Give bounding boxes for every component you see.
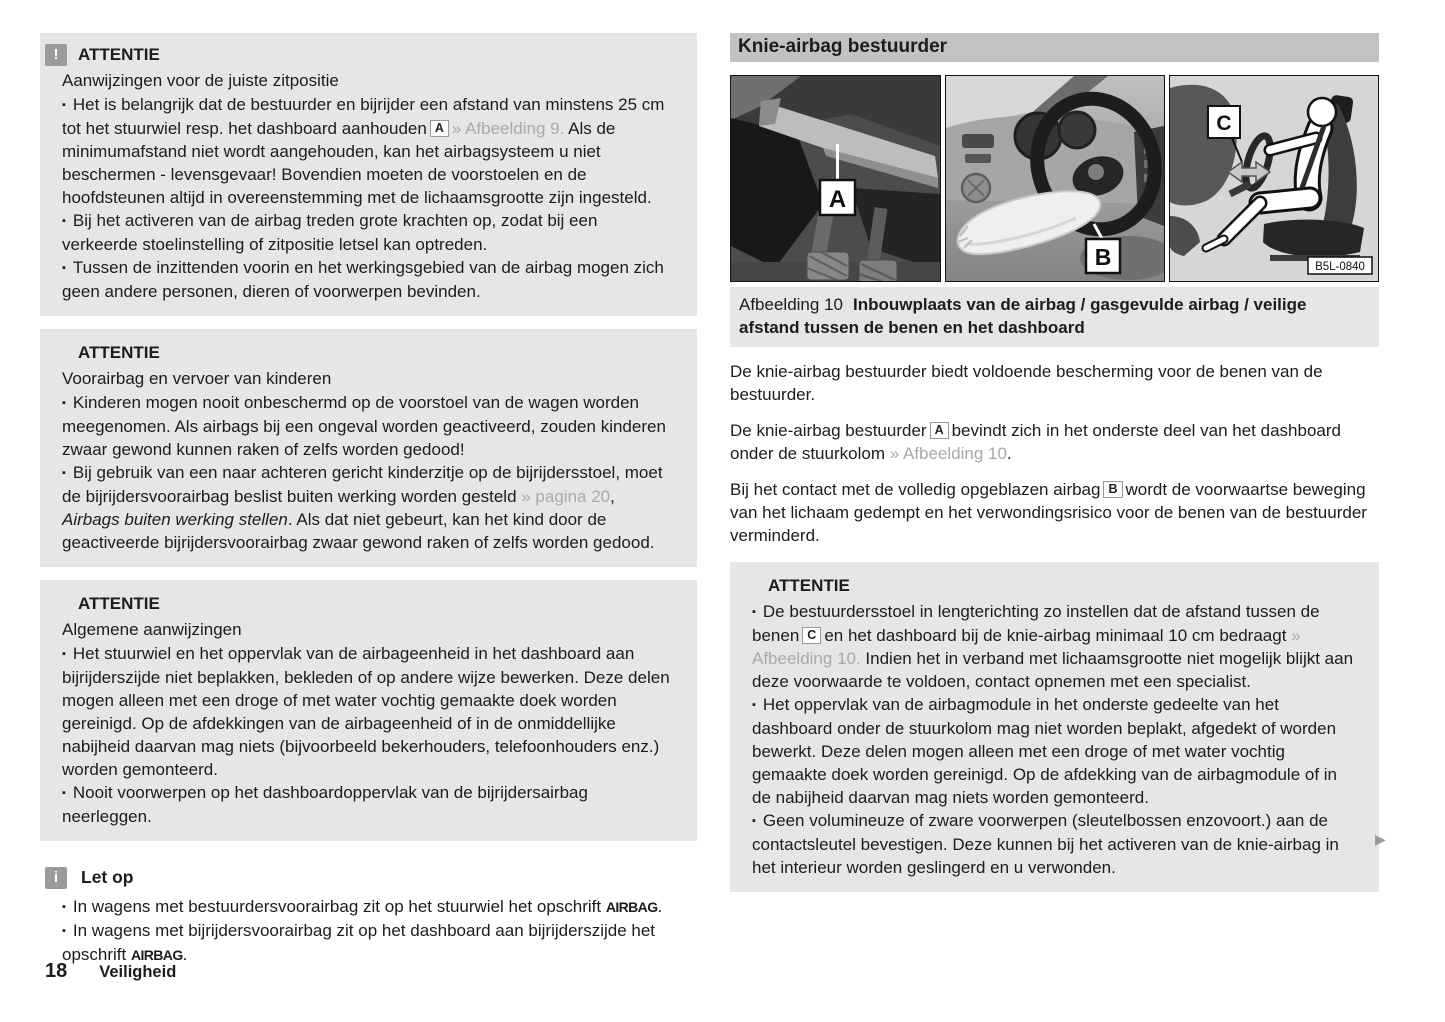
text-segment: Tussen de inzittenden voorin en het werkingsgebied van de airbag mogen zich geen andere personen, dieren of voorwerpen bevinden. [62,258,664,301]
text-segment: In wagens met bestuurdersvoorairbag zit op het stuurwiel het opschrift [72,897,606,916]
right-column [730,33,1379,967]
warning-box-title: ATTENTIE [78,343,160,362]
list-item [62,895,677,919]
section-heading: Knie-airbag bestuurder [730,33,1379,62]
figure-label-b: B [1094,244,1112,270]
text-segment: Het is belangrijk dat de bestuurder en bijrijder een afstand van minstens 25 cm tot het stuurwiel resp. het dashboard aanhouden [62,95,665,138]
figure-caption [730,287,1379,347]
list-item [752,809,1359,879]
bullet-icon: ▪ [62,215,66,227]
inline-reference-box: A [430,120,449,137]
list-item [752,693,1359,809]
inline-reference-box: A [930,422,949,439]
bullet-icon: ▪ [752,699,756,711]
cross-reference: » Afbeelding 10 [889,444,1007,463]
text-segment: Bij het activeren van de airbag treden grote krachten op, zodat bij een verkeerde stoelinstelling of zitpositie letsel kan optreden. [62,211,598,254]
text-segment: Nooit voorwerpen op het dashboardoppervlak van de bijrijdersairbag neerleggen. [62,783,588,826]
warning-box-title: ATTENTIE [78,594,160,613]
page-number: 18 [45,960,68,982]
list-item-text [62,783,588,826]
text-segment: Kinderen mogen nooit onbeschermd op de voorstoel van de wagen worden meegenomen. Als airbags bij een ongeval worden geactiveerd, zouden kinderen zwaar gewond kunnen raken of zelfs worden gedood! [62,393,666,459]
list-item-text [62,258,664,301]
list-item [62,642,677,781]
text-segment: Het stuurwiel en het oppervlak van de airbageenheid in het dashboard aan bijrijderszijde niet beplakken, bekleden of op andere wijze bewerken. Deze delen mogen alleen met een droge of met water vochtig gemaakte doek worden gereinigd. Op de afdekkingen van de airbageenheid of in de onmiddellijke nabijheid daarvan mag niets (bijvoorbeeld bekerhouders, telefoonhouders enz.) worden gemonteerd. [62,644,670,779]
text-segment: Bij gebruik van een naar achteren gericht kinderzitje op de bijrijdersstoel, moet de bijrijdersvoorairbag beslist buiten werking worden gesteld [62,463,663,506]
warning-box-title: ATTENTIE [78,45,160,64]
list-item [62,781,677,828]
bullet-icon: ▪ [62,99,66,111]
text-segment: In wagens met bijrijdersvoorairbag zit op het dashboard aan bijrijderszijde het opschrift [62,921,656,964]
bullet-icon: ▪ [62,925,66,937]
cross-reference: » pagina 20 [521,487,611,506]
bullet-icon: ▪ [62,467,66,479]
list-item-text [73,897,662,916]
text-segment: AIRBAG [130,947,183,963]
warning-box-subtitle: Aanwijzingen voor de juiste zitpositie [62,71,339,90]
text-segment: Als de minimumafstand niet wordt aangehouden, kan het airbagsysteem u niet beschermen - levensgevaar! Bovendien moeten de voorstoelen en de hoofdsteunen altijd in overeenstemming met de lichaamsgrootte zijn ingesteld. [62,119,652,207]
text-segment: . [182,945,188,964]
figure-code: B5L-0840 [1315,261,1365,273]
bullet-icon: ▪ [752,815,756,827]
inline-reference-box: C [802,627,821,644]
list-item [752,600,1359,693]
text-segment: Bij het contact met de volledig opgeblazen airbag [730,480,1101,499]
list-item-text [752,695,1337,807]
text-segment: bevindt zich in het onderste deel van het dashboard onder de stuurkolom [730,421,1341,463]
list-item-text [62,393,666,459]
warning-box-header [45,43,677,66]
list-item [62,256,677,303]
seating-position-diagram [1170,76,1379,281]
text-segment: en het dashboard bij de knie-airbag minimaal 10 cm bedraagt [824,626,1292,645]
paragraph [730,419,1379,465]
figure-panel-inflated-airbag [945,75,1165,282]
bullet-icon: ▪ [752,606,756,618]
warning-icon: ! [45,44,67,66]
paragraph [730,478,1379,547]
text-segment: wordt de voorwaartse beweging van het lichaam gedempt en het verwondingsrisico voor de benen van de bestuurder verminderd. [730,480,1367,545]
cross-reference: » Afbeelding 10. [752,626,1301,668]
list-item [62,391,677,461]
section-name: Veiligheid [99,963,177,981]
list-item-text [752,602,1353,691]
figure-10 [730,75,1379,282]
text-segment: Het oppervlak van de airbagmodule in het onderste gedeelte van het dashboard onder de stuurkolom mag niet worden beplakt, afgedekt of worden bewerkt. Deze delen mogen alleen met een droge of met water vochtig gemaakte doek worden gereinigd. Op de afdekking van de airbagmodule of in de nabijheid daarvan mag niets worden gemonteerd. [752,695,1337,807]
warning-box-subtitle: Voorairbag en vervoer van kinderen [62,369,332,388]
note-header [45,866,677,889]
text-segment: . [1006,444,1012,463]
bullet-icon: ▪ [62,397,66,409]
list-item [62,461,677,554]
figure-caption-number: Afbeelding 10 [739,295,843,314]
continue-arrow-icon: ▶ [1375,831,1386,847]
text-segment: Geen volumineuze of zware voorwerpen (sleutelbossen enzovoort.) aan de contactsleutel bevestigen. Deze kunnen bij het activeren van de knie-airbag in het interieur worden geslingerd en u verwonden. [752,811,1339,877]
warning-box-subtitle: Algemene aanwijzingen [62,620,242,639]
figure-label-c: C [1216,112,1232,135]
text-segment: . [657,897,663,916]
bullet-icon: ▪ [62,648,66,660]
inflated-airbag-photo [946,76,1164,281]
text-segment: De knie-airbag bestuurder biedt voldoende bescherming voor de benen van de bestuurder. [730,362,1323,404]
text-segment: Indien het in verband met lichaamsgrootte niet mogelijk blijkt aan deze voorwaarde te voldoen, contact opnemen met een specialist. [752,649,1354,691]
figure-caption-title: Inbouwplaats van de airbag / gasgevulde airbag / veilige afstand tussen de benen en het dashboard [739,295,1307,337]
text-segment: De knie-airbag bestuurder [730,421,927,440]
bullet-icon: ▪ [62,901,66,913]
text-segment: De bestuurdersstoel in lengterichting zo instellen dat de afstand tussen de benen [752,602,1320,645]
warning-box-title: ATTENTIE [768,576,850,595]
figure-panel-seating-position [1169,75,1379,282]
warning-box-general-instructions [40,580,697,841]
note-section [40,860,697,967]
page-footer [45,960,176,983]
bullet-icon: ▪ [62,787,66,799]
note-title: Let op [81,867,134,887]
text-segment: . Als dat niet gebeurt, kan het kind door de geactiveerde bijrijdersvoorairbag zwaar gewond raken of zelfs worden gedood. [62,510,655,552]
list-item-text [62,211,597,254]
text-segment: Airbags buiten werking stellen [62,510,288,529]
knee-airbag-location-photo [731,76,940,281]
list-item-text [62,95,664,207]
list-item [62,209,677,256]
info-icon: i [45,867,67,889]
inline-reference-box: B [1103,481,1122,498]
list-item-text [752,811,1339,877]
paragraph [730,360,1379,406]
figure-label-a: A [828,186,847,213]
list-item-text [62,921,655,964]
cross-reference: » Afbeelding 9. [451,119,565,138]
text-segment: , [610,487,615,506]
list-item-text [62,463,663,552]
warning-box-seating-position [40,33,697,316]
text-segment: AIRBAG [605,899,658,915]
warning-box-knee-airbag [730,562,1379,892]
warning-box-children-transport [40,329,697,567]
list-item [62,93,677,209]
list-item-text [62,644,670,779]
left-column [40,33,697,967]
bullet-icon: ▪ [62,262,66,274]
figure-panel-airbag-location [730,75,941,282]
